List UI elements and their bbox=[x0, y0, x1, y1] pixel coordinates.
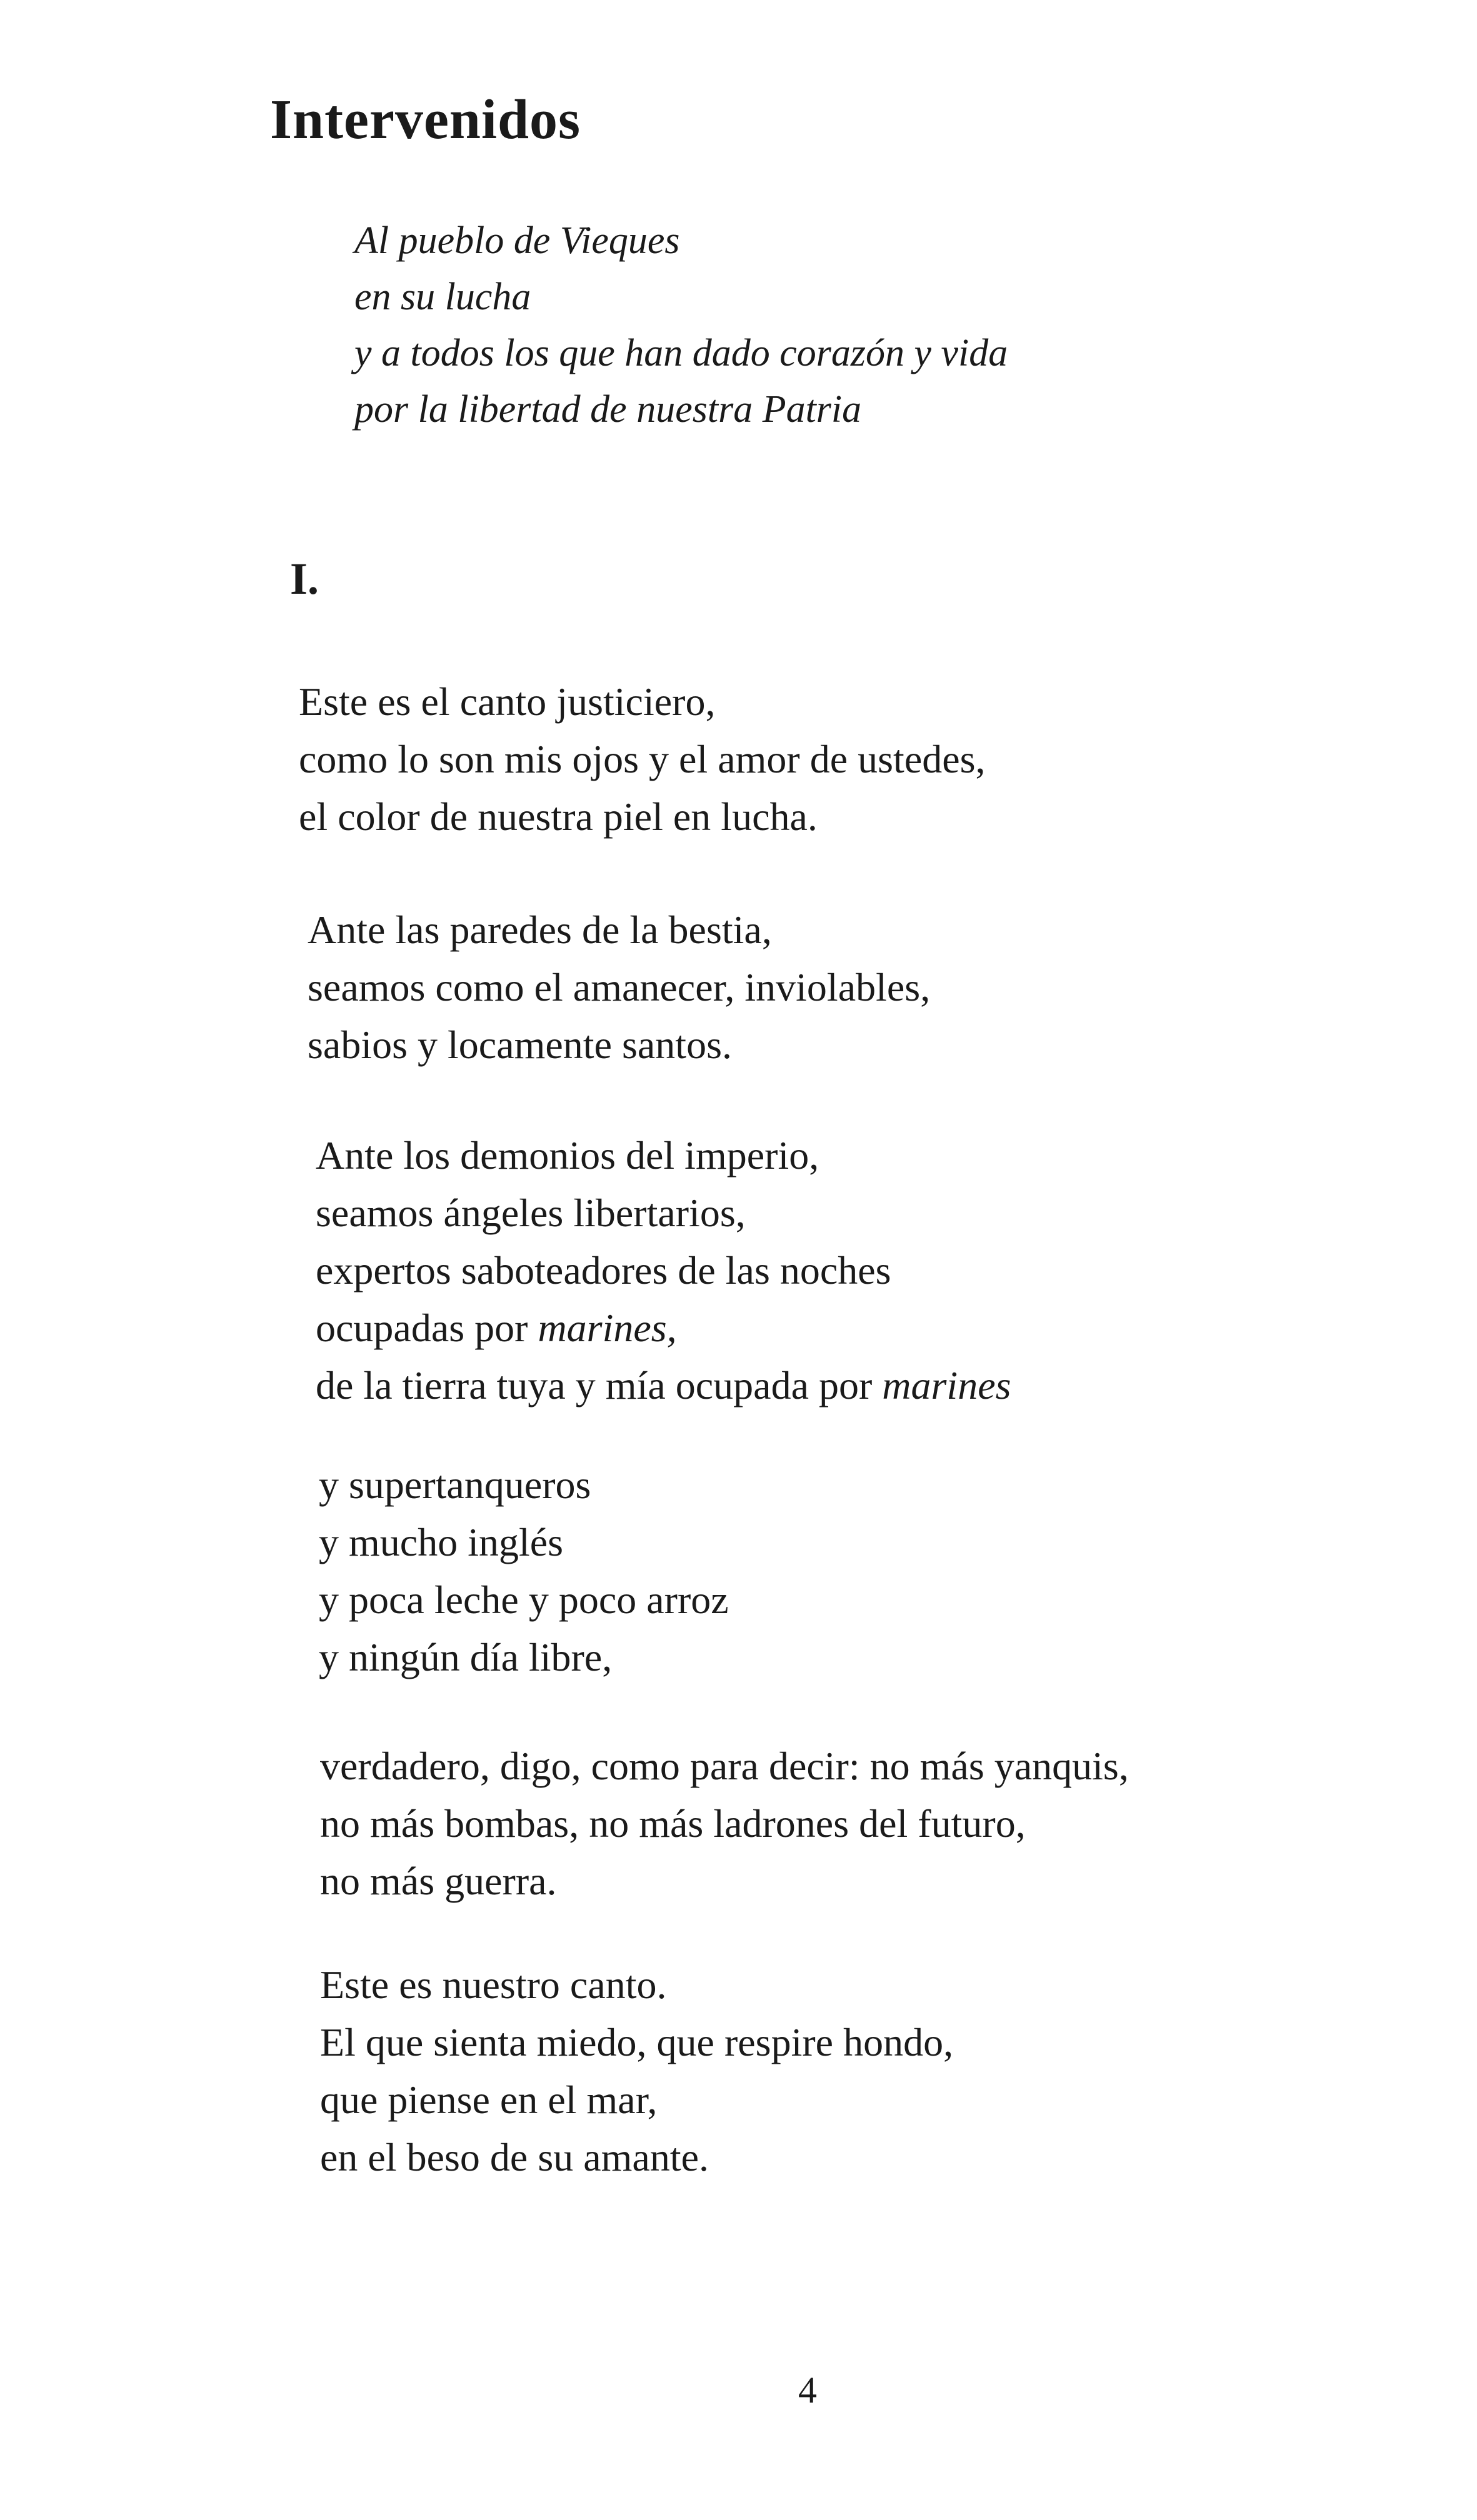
stanza-4 bbox=[319, 1456, 729, 1686]
verse-line: Este es nuestro canto. bbox=[320, 1962, 667, 2007]
verse-line: en el beso de su amante. bbox=[320, 2135, 709, 2179]
verse-line: Ante los demonios del imperio, bbox=[316, 1133, 819, 1178]
verse-text: de la tierra tuya y mía ocupada por bbox=[316, 1363, 873, 1408]
verse-line: seamos como el amanecer, inviolables, bbox=[308, 965, 931, 1009]
verse-text: ocupadas por bbox=[316, 1306, 528, 1350]
verse-line: El que sienta miedo, que respire hondo, bbox=[320, 2020, 954, 2064]
verse-line: seamos ángeles libertarios, bbox=[316, 1191, 746, 1235]
verse-line bbox=[316, 1299, 1011, 1357]
verse-line: no más guerra. bbox=[320, 1859, 557, 1903]
verse-line: expertos saboteadores de las noches bbox=[316, 1248, 891, 1292]
stanza-3 bbox=[316, 1127, 1011, 1414]
dedication-line: y a todos los que han dado corazón y vida bbox=[354, 332, 1008, 374]
verse-line: Ante las paredes de la bestia, bbox=[308, 908, 772, 952]
dedication-line: en su lucha bbox=[354, 276, 531, 318]
page-number: 4 bbox=[798, 2369, 817, 2411]
verse-line: que piense en el mar, bbox=[320, 2078, 658, 2122]
stanza-6 bbox=[320, 1956, 953, 2186]
poem-title: Intervenidos bbox=[270, 89, 581, 151]
verse-line: Este es el canto justiciero, bbox=[299, 679, 716, 724]
italic-word: marines bbox=[882, 1363, 1011, 1408]
dedication-line: Al pueblo de Vieques bbox=[354, 219, 680, 262]
italic-word: marines, bbox=[538, 1306, 677, 1350]
verse-line bbox=[316, 1357, 1011, 1414]
verse-line: verdadero, digo, como para decir: no más yanquis, bbox=[320, 1744, 1129, 1788]
verse-line: y supertanqueros bbox=[319, 1462, 591, 1507]
section-number: I. bbox=[290, 554, 319, 604]
verse-line: y ningún día libre, bbox=[319, 1635, 613, 1679]
verse-line: no más bombas, no más ladrones del futuro, bbox=[320, 1801, 1026, 1846]
stanza-5 bbox=[320, 1738, 1129, 1910]
verse-line: el color de nuestra piel en lucha. bbox=[299, 794, 818, 839]
verse-line: como lo son mis ojos y el amor de ustedes, bbox=[299, 737, 986, 781]
dedication bbox=[354, 212, 1008, 438]
verse-line: y poca leche y poco arroz bbox=[319, 1578, 729, 1622]
verse-line: y mucho inglés bbox=[319, 1520, 564, 1564]
dedication-line: por la libertad de nuestra Patria bbox=[354, 388, 862, 431]
stanza-1 bbox=[299, 673, 986, 846]
stanza-2 bbox=[308, 901, 930, 1074]
verse-line: sabios y locamente santos. bbox=[308, 1022, 732, 1067]
